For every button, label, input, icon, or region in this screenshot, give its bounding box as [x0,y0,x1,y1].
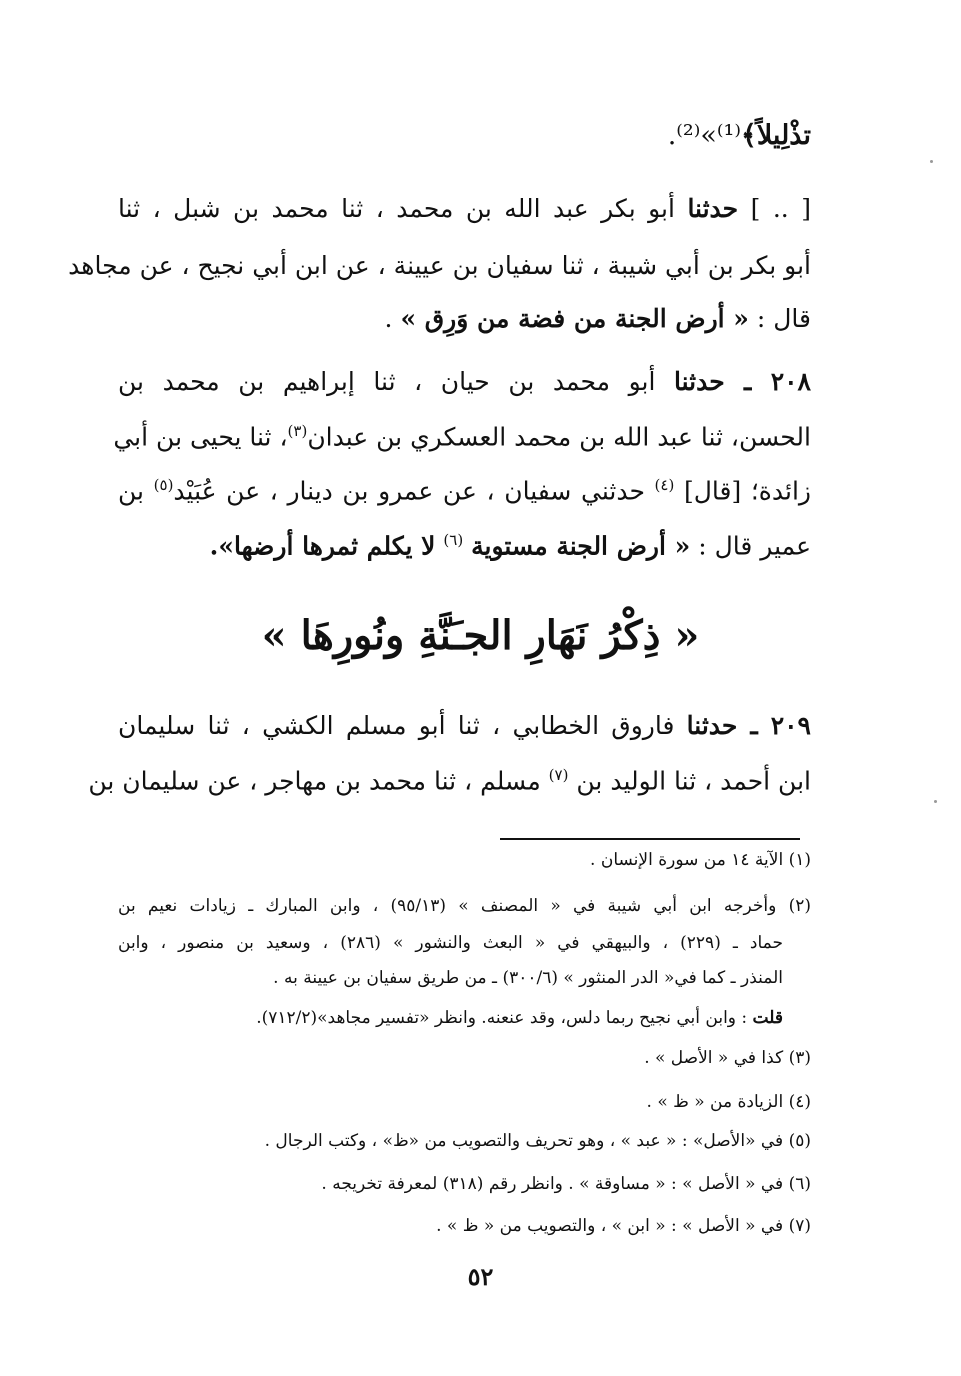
footnote-4: (٤) الزيادة من « ظ » . [646,1092,811,1112]
section-heading: « ذِكْرُ نَهَارِ الجـَنَّةِ ونُورِهَا » [261,612,700,659]
verse-ending-line [118,122,811,149]
footnote-ref: (٧) [548,766,569,784]
footnote-separator [500,838,800,840]
hadith-text: لا يكلم ثمرها أرضها». [209,531,436,561]
haddathana-label: حدثنا [687,194,739,223]
para2-line2: الحسن، ثنا عبد الله بن محمد العسكري بن عبدان$^{(٣)}$، ثنا يحيى بن أبي [113,422,811,452]
para1-line2: أبو بكر بن أبي شيبة ، ثنا سفيان بن عيينة ، عن ابن أبي نجيح ، عن مجاهد [68,251,811,280]
footnote-5: (٥) في «الأصل» : « عبد » ، وهو تحريف والتصويب من «ظ» ، وكتب الرجال . [264,1131,811,1151]
footnote-ref: (٣) [287,422,308,440]
footnote-ref: (٥) [153,476,174,494]
footnote-2-note: قلت : وابن أبي نجيح ربما دلس، وقد عنعنه. وانظر «تفسير مجاهد»(٧١٢/٢). [256,1008,783,1028]
footnote-6: (٦) في « الأصل » : « مساوقة » . وانظر رقم (٣١٨) لمعرفة تخريجه . [321,1174,811,1194]
para3-line2: ابن أحمد ، ثنا الوليد بن $^{(٧)}$ مسلم ، ثنا محمد بن مهاجر ، عن سليمان بن [88,766,811,796]
page-number: ٥٢ [467,1262,494,1291]
para3-line1: ٢٠٩ ـ حدثنا فاروق الخطابي ، ثنا أبو مسلم الكشي ، ثنا سليمان [118,711,811,740]
verse-footnote-markers: ⁽¹⁾»⁽²⁾. [667,120,741,151]
footnote-2-line1: (٢) وأخرجه ابن أبي شيبة في « المصنف » (٩٥/١٣) ، وابن المبارك ـ زيادات نعيم بن [118,896,811,916]
footnote-3: (٣) كذا في « الأصل » . [644,1048,811,1068]
note-label: قلت [752,1008,783,1028]
scan-speck [934,800,937,803]
footnote-ref: (٤) [654,476,675,494]
footnote-2-line2: حماد ـ (٢٢٩) ، والبيهقي في « البعث والنشور » (٢٨٦) ، وسعيد بن منصور ، وابن [118,933,783,953]
footnote-ref: (٦) [443,531,464,549]
footnote-2-line3: المنذر ـ كما في« الدر المنثور » (٣٠٠/٦) ـ من طريق سفيان بن عيينة به . [273,968,783,988]
hadith-text: « أرض الجنة مستوية [471,531,691,561]
footnote-1: (١) الآية ١٤ من سورة الإنسان . [590,850,811,870]
para2-line3: زائدة؛ [قال] $^{(٤)}$ حدثني سفيان ، عن عمرو بن دينار ، عن عُبَيْد$^{(٥)}$ بن [118,476,811,506]
para2-line4: عمير قال : « أرض الجنة مستوية $^{(٦)}$ لا يكلم ثمرها أرضها». [209,531,811,561]
hadith-number-208: ٢٠٨ ـ حدثنا [674,367,811,396]
hadith-number-209: ٢٠٩ ـ حدثنا [686,711,811,740]
scan-speck [930,160,933,163]
para2-line1: ٢٠٨ ـ حدثنا أبو محمد بن حيان ، ثنا إبراهيم بن محمد بن [118,367,811,396]
hadith-text: « أرض الجنة من فضة من وَرِق » [400,304,749,333]
footnote-7: (٧) في « الأصل » : « ابن » ، والتصويب من « ظ » . [436,1216,811,1236]
para1-line1: [ .. ] حدثنا أبو بكر عبد الله بن محمد ، ثنا محمد بن شبل ، ثنا [118,194,811,223]
verse-fragment: تذْلِيلاً﴾ [741,120,811,151]
para1-line3: قال : « أرض الجنة من فضة من وَرِق » . [384,304,811,333]
